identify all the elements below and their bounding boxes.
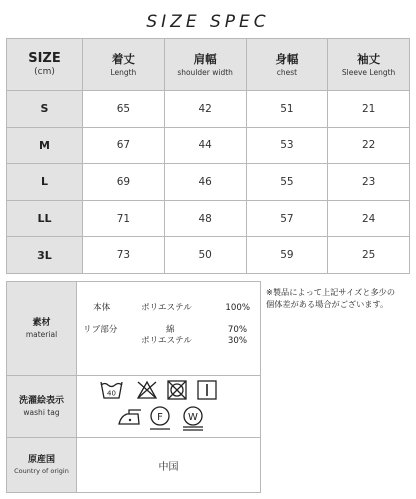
table-row <box>7 164 410 201</box>
size-note <box>266 286 414 310</box>
column-header-en: Length <box>110 67 137 77</box>
table-cell: 22 <box>328 127 410 164</box>
table-cell: 73 <box>83 237 165 274</box>
material-fiber: 綿 <box>166 325 175 335</box>
material-percent: 30% <box>227 336 247 346</box>
material-header-jp: 素材 <box>32 318 51 328</box>
origin-header <box>7 438 77 493</box>
no-tumble-dry-icon <box>168 381 186 399</box>
size-table-header-row <box>7 39 410 91</box>
material-part: リブ部分 <box>83 325 118 335</box>
table-cell: 51 <box>246 91 328 128</box>
dryclean-letter: F <box>157 412 163 423</box>
size-label: M <box>7 127 83 164</box>
wash-header <box>7 376 77 438</box>
size-header-label: SIZE <box>28 50 61 66</box>
column-header-en: shoulder width <box>177 67 233 77</box>
material-header <box>7 282 77 376</box>
table-cell: 46 <box>164 164 246 201</box>
table-cell: 48 <box>164 200 246 237</box>
table-row <box>7 200 410 237</box>
shoulder-column-header <box>164 39 246 91</box>
table-cell: 69 <box>83 164 165 201</box>
material-part: 本体 <box>93 303 111 313</box>
table-cell: 42 <box>164 91 246 128</box>
sleeve-column-header <box>328 39 410 91</box>
length-column-header <box>83 39 165 91</box>
material-composition <box>77 282 261 376</box>
wash-icons <box>77 376 261 438</box>
wash-header-jp: 洗濯絵表示 <box>18 396 64 406</box>
wetclean-letter: W <box>188 412 198 423</box>
table-cell: 59 <box>246 237 328 274</box>
wash-40-icon <box>101 382 122 398</box>
size-label: L <box>7 164 83 201</box>
size-label: 3L <box>7 237 83 274</box>
size-header-unit: (cm) <box>34 66 55 77</box>
table-cell: 44 <box>164 127 246 164</box>
iron-low-icon <box>119 410 141 424</box>
table-cell: 53 <box>246 127 328 164</box>
table-cell: 21 <box>328 91 410 128</box>
table-cell: 25 <box>328 237 410 274</box>
table-cell: 23 <box>328 164 410 201</box>
size-column-header <box>7 39 83 91</box>
size-label: LL <box>7 200 83 237</box>
wash-temp-label: 40 <box>107 389 116 398</box>
origin-header-en: Country of origin <box>14 466 69 475</box>
material-fiber: ポリエステル <box>141 336 192 346</box>
material-percent: 70% <box>227 325 247 335</box>
column-header-en: chest <box>276 67 298 77</box>
table-row <box>7 127 410 164</box>
material-row <box>7 282 261 376</box>
origin-header-jp: 原産国 <box>27 454 55 465</box>
table-row <box>7 237 410 274</box>
size-note-line: ※製品によって上記サイズと多少の <box>266 287 396 297</box>
table-row <box>7 91 410 128</box>
wetclean-w-icon <box>183 407 203 430</box>
material-fiber: ポリエステル <box>141 303 192 313</box>
column-header-jp: 着丈 <box>111 51 135 66</box>
origin-row <box>7 438 261 493</box>
wash-row <box>7 376 261 438</box>
column-header-jp: 身幅 <box>275 51 299 66</box>
size-label: S <box>7 91 83 128</box>
size-spec-table <box>6 38 410 274</box>
size-note-line: 個体差がある場合がございます。 <box>266 299 389 309</box>
table-cell: 57 <box>246 200 328 237</box>
page-title: SIZE SPEC <box>146 12 270 32</box>
product-info-table <box>6 281 261 493</box>
material-header-en: material <box>25 330 58 339</box>
dryclean-f-icon <box>150 407 170 429</box>
table-cell: 65 <box>83 91 165 128</box>
table-cell: 24 <box>328 200 410 237</box>
column-header-jp: 肩幅 <box>193 51 217 66</box>
no-bleach-icon <box>138 382 156 398</box>
origin-value: 中国 <box>77 438 261 493</box>
table-cell: 50 <box>164 237 246 274</box>
material-percent: 100% <box>225 303 250 313</box>
chest-column-header <box>246 39 328 91</box>
line-dry-icon <box>198 381 216 399</box>
table-cell: 71 <box>83 200 165 237</box>
table-cell: 67 <box>83 127 165 164</box>
column-header-en: Sleeve Length <box>341 67 396 77</box>
wash-header-en: washi tag <box>23 408 60 417</box>
table-cell: 55 <box>246 164 328 201</box>
column-header-jp: 袖丈 <box>357 51 381 66</box>
